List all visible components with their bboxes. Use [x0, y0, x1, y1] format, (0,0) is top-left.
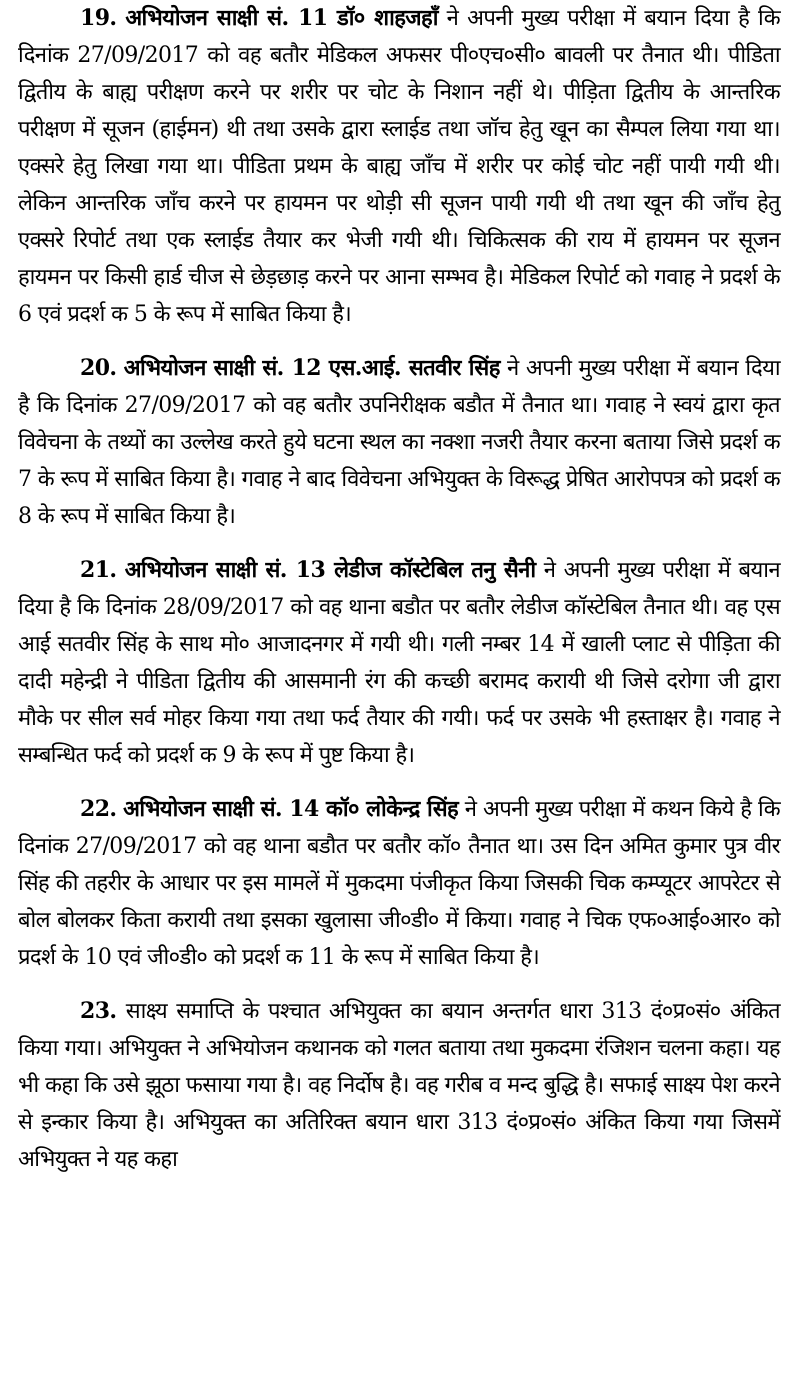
paragraph-21	[18, 552, 780, 774]
paragraph-number: 20.	[80, 355, 117, 381]
paragraph-text: ने अपनी मुख्य परीक्षा में बयान दिया है कि दिनांक 28/09/2017 को वह थाना बडौत पर बतौर लेडीज कॉस्टेबिल तैनात थी। वह एस आई सतवीर सिंह के साथ मो० आजादनगर में गयी थी। गली नम्बर 14 में खाली प्लाट से पीड़िता की दादी महेन्द्री ने पीडिता द्वितीय की आसमानी रंग की कच्छी बरामद करायी थी जिसे दरोगा जी द्वारा मौके पर सील सर्व मोहर किया गया तथा फर्द तैयार की गयी। फर्द पर उसके भी हस्ताक्षर है। गवाह ने सम्बन्धित फर्द को प्रदर्श क 9 के रूप में पुष्ट किया है।	[18, 558, 780, 768]
paragraph-19	[18, 0, 780, 333]
paragraph-number: 19.	[80, 5, 117, 31]
paragraph-number: 23.	[80, 998, 117, 1024]
paragraph-text: ने अपनी मुख्य परीक्षा में बयान दिया है कि दिनांक 27/09/2017 को वह बतौर उपनिरीक्षक बडौत में तैनात था। गवाह ने स्वयं द्वारा कृत विवेचना के तथ्यों का उल्लेख करते हुये घटना स्थल का नक्शा नजरी तैयार करना बताया जिसे प्रदर्श क 7 के रूप में साबित किया है। गवाह ने बाद विवेचना अभियुक्त के विरूद्ध प्रेषित आरोपपत्र को प्रदर्श क 8 के रूप में साबित किया है।	[18, 356, 780, 529]
paragraph-22	[18, 791, 780, 976]
paragraph-20	[18, 350, 780, 535]
paragraph-number: 21.	[80, 557, 117, 583]
witness-heading: अभियोजन साक्षी सं. 11 डॉ० शाहजहाँ	[125, 5, 438, 31]
paragraph-text: ने अपनी मुख्य परीक्षा में बयान दिया है कि दिनांक 27/09/2017 को वह बतौर मेडिकल अफसर पी०एच०सी० बावली पर तैनात थी। पीडिता द्वितीय के बाह्य परीक्षण करने पर शरीर पर चोट के निशान नहीं थे। पीड़िता द्वितीय के आन्तरिक परीक्षण में सूजन (हाईमन) थी तथा उसके द्वारा स्लाईड तथा जॉच हेतु खून का सैम्पल लिया गया था। एक्सरे हेतु लिखा गया था। पीडिता प्रथम के बाह्य जाँच में शरीर पर कोई चोट नहीं पायी गयी थी। लेकिन आन्तरिक जाँच करने पर हायमन पर थोड़ी सी सूजन पायी गयी थी तथा खून की जाँच हेतु एक्सरे रिपोर्ट तथा एक स्लाईड तैयार कर भेजी गयी थी। चिकित्सक की राय में हायमन पर सूजन हायमन पर किसी हार्ड चीज से छेड़छाड़ करने पर आना सम्भव है। मेडिकल रिपोर्ट को गवाह ने प्रदर्श के 6 एवं प्रदर्श क 5 के रूप में साबित किया है।	[18, 6, 780, 327]
witness-heading: अभियोजन साक्षी सं. 14 कॉ० लोकेन्द्र सिंह	[123, 796, 459, 822]
witness-heading: अभियोजन साक्षी सं. 13 लेडीज कॉस्टेबिल तनु सैनी	[124, 557, 536, 583]
paragraph-23	[18, 993, 780, 1178]
document-page	[18, 0, 780, 1195]
paragraph-number: 22.	[80, 796, 117, 822]
witness-heading: अभियोजन साक्षी सं. 12 एस.आई. सतवीर सिंह	[123, 355, 500, 381]
paragraph-text: ने अपनी मुख्य परीक्षा में कथन किये है कि दिनांक 27/09/2017 को वह थाना बडौत पर बतौर कॉ० तैनात था। उस दिन अमित कुमार पुत्र वीर सिंह की तहरीर के आधार पर इस मामलें में मुकदमा पंजीकृत किया जिसकी चिक कम्प्यूटर आपरेटर से बोल बोलकर किता करायी तथा इसका खुलासा जी०डी० में किया। गवाह ने चिक एफ०आई०आर० को प्रदर्श के 10 एवं जी०डी० को प्रदर्श क 11 के रूप में साबित किया है।	[18, 797, 780, 970]
paragraph-text: साक्ष्य समाप्ति के पश्चात अभियुक्त का बयान अन्तर्गत धारा 313 दं०प्र०सं० अंकित किया गया। अभियुक्त ने अभियोजन कथानक को गलत बताया तथा मुकदमा रंजिशन चलना कहा। यह भी कहा कि उसे झूठा फसाया गया है। वह निर्दोष है। वह गरीब व मन्द बुद्धि है। सफाई साक्ष्य पेश करने से इन्कार किया है। अभियुक्त का अतिरिक्त बयान धारा 313 दं०प्र०सं० अंकित किया गया जिसमें अभियुक्त ने यह कहा	[18, 999, 780, 1172]
